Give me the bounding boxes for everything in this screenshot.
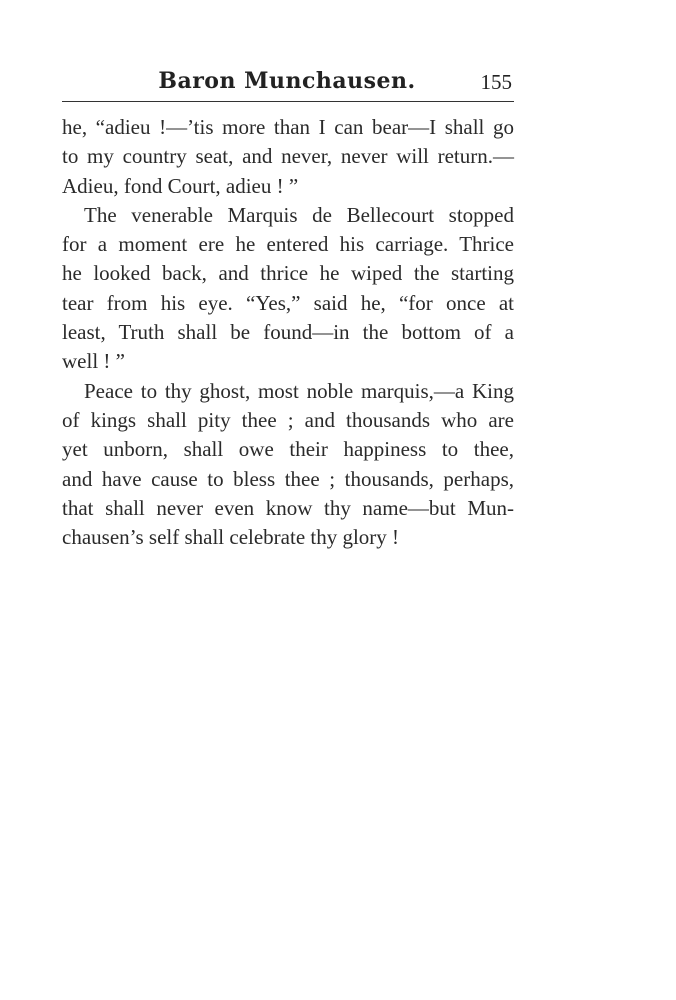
- text-line: he looked back, and thrice he wiped the starting: [62, 261, 514, 286]
- paragraph-1: [62, 113, 514, 201]
- body-text: [62, 113, 514, 552]
- text-line: The venerable Marquis de Bellecourt stopped: [84, 202, 514, 227]
- paragraph-3: [62, 377, 514, 553]
- text-line: well ! ”: [62, 349, 125, 374]
- page-number: 155: [480, 70, 512, 94]
- text-line: he, “adieu !—’tis more than I can bear—I shall go: [62, 115, 514, 139]
- text-line: Adieu, fond Court, adieu ! ”: [62, 173, 299, 198]
- text-line: for a moment ere he entered his carriage. Thrice: [62, 232, 514, 257]
- text-line: Peace to thy ghost, most noble marquis,—a King: [84, 378, 514, 403]
- paragraph-2: [62, 201, 514, 377]
- text-line: of kings shall pity thee ; and thousands who are: [62, 407, 514, 432]
- running-title: Baron Munchausen.: [158, 68, 416, 94]
- text-line: to my country seat, and never, never will return.—: [62, 144, 514, 169]
- text-line: tear from his eye. “Yes,” said he, “for once at: [62, 290, 514, 315]
- text-line: and have cause to bless thee ; thousands, perhaps,: [62, 466, 514, 491]
- text-line: chausen’s self shall celebrate thy glory !: [62, 525, 400, 550]
- text-line: that shall never even know thy name—but Mun-: [62, 495, 514, 520]
- running-head: [62, 66, 512, 98]
- text-line: yet unborn, shall owe their happiness to thee,: [62, 437, 514, 462]
- header-rule: [62, 101, 514, 102]
- text-line: least, Truth shall be found—in the bottom of a: [62, 320, 514, 345]
